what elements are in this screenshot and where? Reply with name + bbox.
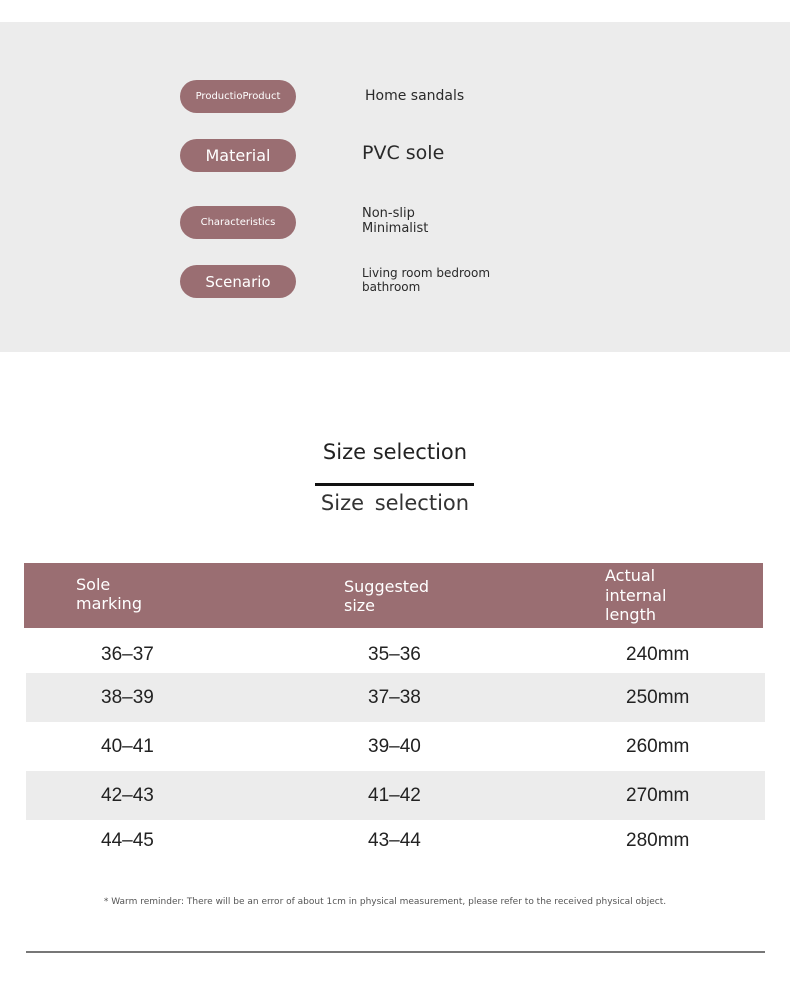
internal-length-cell: 250mm bbox=[626, 687, 690, 708]
header-internal-length: Actual internal length bbox=[605, 566, 667, 624]
product-spec-panel bbox=[0, 22, 790, 352]
suggested-size-cell: 37–38 bbox=[368, 687, 421, 708]
characteristics-value-line2: Minimalist bbox=[362, 221, 429, 236]
table-row bbox=[26, 630, 765, 679]
suggested-size-cell: 35–36 bbox=[368, 644, 421, 665]
table-row bbox=[26, 722, 765, 771]
title-divider bbox=[315, 483, 474, 486]
suggested-size-cell: 41–42 bbox=[368, 785, 421, 806]
internal-length-cell: 270mm bbox=[626, 785, 690, 806]
internal-length-cell: 240mm bbox=[626, 644, 690, 665]
size-selection-title: Size selection bbox=[322, 440, 468, 464]
sole-marking-cell: 38–39 bbox=[101, 687, 154, 708]
size-selection-subtitle: Size selection bbox=[320, 491, 470, 515]
characteristics-label-pill: Characteristics bbox=[180, 206, 296, 239]
sole-marking-cell: 36–37 bbox=[101, 644, 154, 665]
size-table-header bbox=[24, 563, 763, 628]
table-row bbox=[26, 771, 765, 820]
warm-reminder-note: * Warm reminder: There will be an error of about 1cm in physical measurement, please refer to the received physical object. bbox=[103, 897, 667, 907]
internal-length-cell: 260mm bbox=[626, 736, 690, 757]
material-value: PVC sole bbox=[362, 142, 445, 164]
sole-marking-cell: 40–41 bbox=[101, 736, 154, 757]
header-sole-marking: Sole marking bbox=[76, 575, 142, 613]
table-row bbox=[26, 816, 765, 865]
scenario-label-pill: Scenario bbox=[180, 265, 296, 298]
bottom-divider bbox=[26, 951, 765, 953]
sole-marking-cell: 44–45 bbox=[101, 830, 154, 851]
product-label-pill: ProductioProduct bbox=[180, 80, 296, 113]
characteristics-value-line1: Non-slip bbox=[362, 206, 415, 221]
suggested-size-cell: 43–44 bbox=[368, 830, 421, 851]
table-row bbox=[26, 673, 765, 722]
product-value: Home sandals bbox=[365, 88, 465, 104]
header-suggested-size: Suggested size bbox=[344, 577, 430, 615]
sole-marking-cell: 42–43 bbox=[101, 785, 154, 806]
scenario-value-line1: Living room bedroom bbox=[362, 266, 491, 280]
suggested-size-cell: 39–40 bbox=[368, 736, 421, 757]
scenario-value-line2: bathroom bbox=[362, 280, 421, 294]
material-label-pill: Material bbox=[180, 139, 296, 172]
internal-length-cell: 280mm bbox=[626, 830, 690, 851]
